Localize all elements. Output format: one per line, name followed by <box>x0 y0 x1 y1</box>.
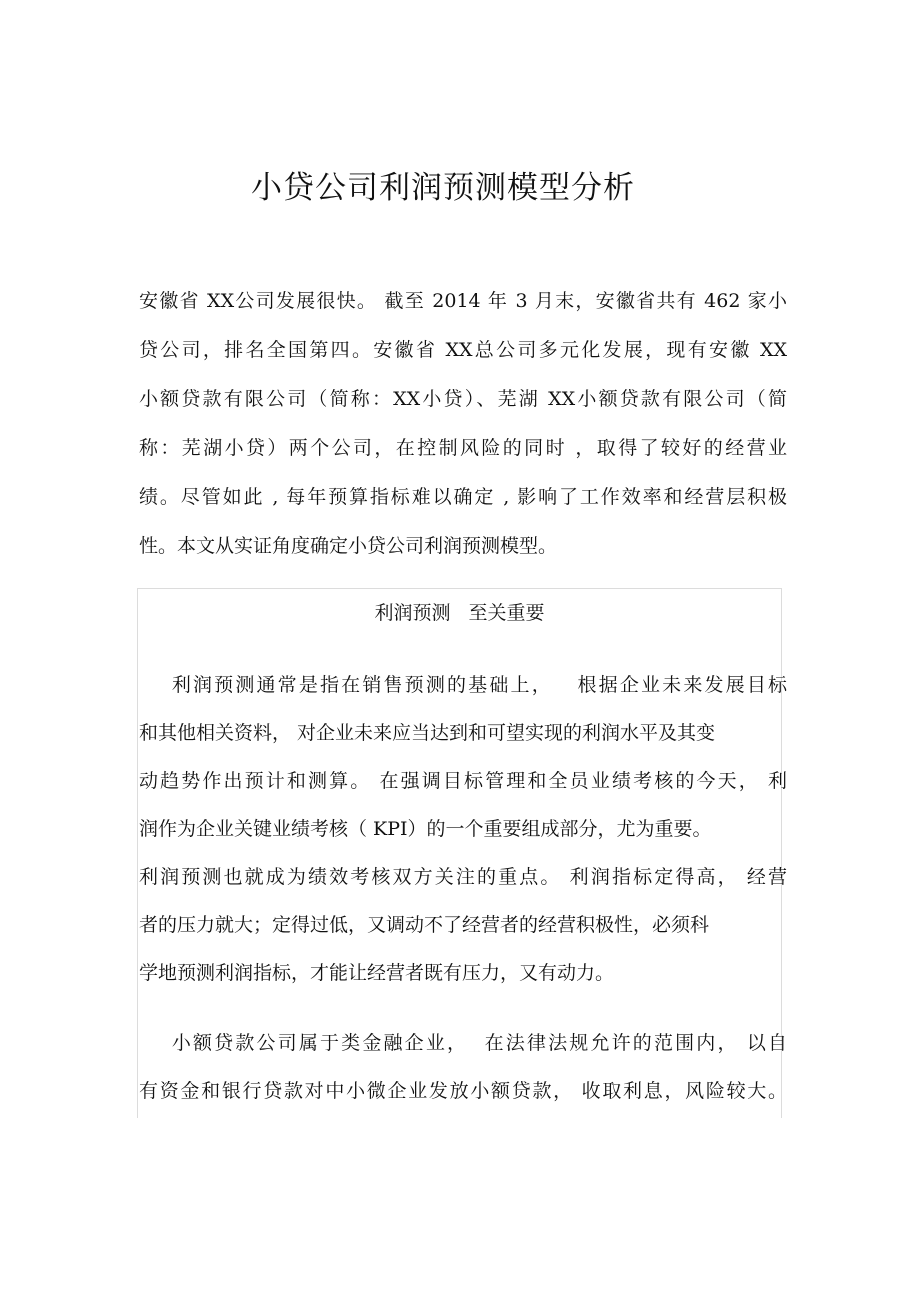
intro-line-4: 称：芜湖小贷）两个公司，在控制风险的同时 ，取得了较好的经营业 <box>139 437 787 459</box>
section-heading-part2: 至关重要 <box>468 602 545 624</box>
intro-line-5: 绩。尽管如此 , 每年预算指标难以确定 , 影响了工作效率和经营层积极 <box>139 486 787 508</box>
intro-line-3: 小额贷款有限公司（简称：XX小贷）、芜湖 XX小额贷款有限公司（简 <box>139 388 787 410</box>
intro-line-6: 性。本文从实证角度确定小贷公司利润预测模型。 <box>139 535 558 557</box>
paragraph1-line-7: 学地预测利润指标，才能让经营者既有压力，又有动力。 <box>139 962 615 984</box>
intro-line-1: 安徽省 XX公司发展很快。 截至 2014 年 3 月末，安徽省共有 462 家小 <box>139 290 787 312</box>
section-heading <box>137 598 782 628</box>
paragraph2-line-1: 小额贷款公司属于类金融企业， 在法律法规允许的范围内， 以自 <box>139 1032 787 1054</box>
document-title: 小贷公司利润预测模型分析 <box>251 170 635 206</box>
paragraph1-line-2: 和其他相关资料， 对企业未来应当达到和可望实现的利润水平及其变 <box>139 722 716 744</box>
paragraph1-line-6: 者的压力就大；定得过低，又调动不了经营者的经营积极性，必须科 <box>139 914 710 936</box>
section-heading-part1: 利润预测 <box>374 602 451 624</box>
paragraph1-line-1: 利润预测通常是指在销售预测的基础上， 根据企业未来发展目标 <box>139 674 787 696</box>
intro-line-2: 贷公司，排名全国第四。安徽省 XX总公司多元化发展，现有安徽 XX <box>139 339 787 361</box>
paragraph1-line-4: 润作为企业关键业绩考核（ KPI）的一个重要组成部分，尤为重要。 <box>139 818 712 840</box>
paragraph1-line-5: 利润预测也就成为绩效考核双方关注的重点。 利润指标定得高， 经营 <box>139 866 787 888</box>
paragraph2-line-2: 有资金和银行贷款对中小微企业发放小额贷款， 收取利息，风险较大。 <box>139 1080 787 1102</box>
paragraph1-line-3: 动趋势作出预计和测算。 在强调目标管理和全员业绩考核的今天， 利 <box>139 770 787 792</box>
